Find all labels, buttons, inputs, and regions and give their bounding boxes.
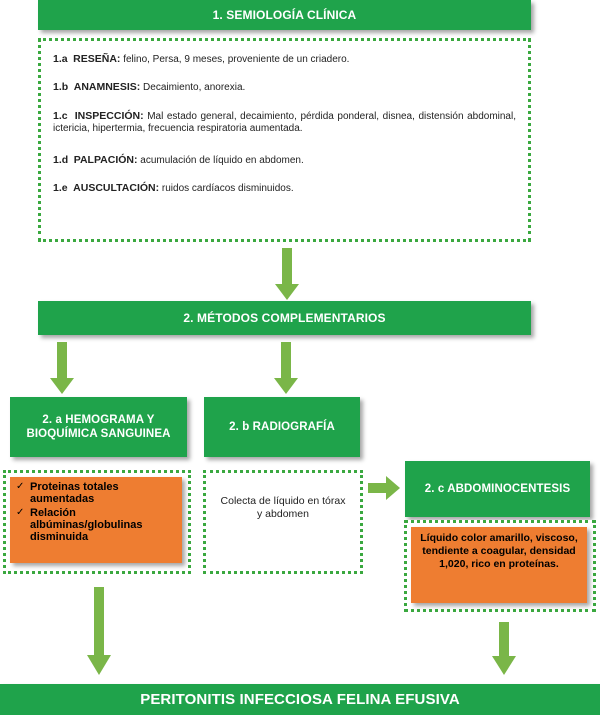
abdominocentesis-title: 2. c ABDOMINOCENTESIS <box>424 483 571 495</box>
finding-proteinas: ✓ Proteinas totales aumentadas <box>16 481 176 505</box>
radiografia-header <box>204 397 360 457</box>
radiografia-title: 2. b RADIOGRAFÍA <box>229 421 335 433</box>
finding-relacion: ✓ Relación albúminas/globulinas disminuida <box>16 507 176 543</box>
metodos-title: 2. MÉTODOS COMPLEMENTARIOS <box>183 311 386 325</box>
abdominocentesis-findings <box>411 527 587 603</box>
arrow-down-icon <box>492 622 516 675</box>
hemograma-header <box>10 397 187 457</box>
inspeccion-row: 1.c INSPECCIÓN: Mal estado general, decaimiento, pérdida ponderal, disnea, distensión abdominal, ictericia, hipertermia, frecuencia respiratoria aumentada. <box>53 110 516 134</box>
metodos-header <box>38 301 531 335</box>
arrow-down-icon <box>50 342 74 394</box>
palpacion-row: 1.d PALPACIÓN: acumulación de líquido en abdomen. <box>53 154 304 166</box>
hemograma-title: 2. a HEMOGRAMA Y BIOQUÍMICA SANGUINEA <box>26 414 171 440</box>
semiologia-box <box>38 38 531 242</box>
arrow-right-icon <box>368 476 400 500</box>
abdominocentesis-box <box>404 520 596 612</box>
abdominocentesis-finding: Líquido color amarillo, viscoso, tendiente a coagular, densidad 1,020, rico en proteínas. <box>420 532 578 570</box>
arrow-down-icon <box>87 587 111 675</box>
hemograma-findings <box>10 477 182 563</box>
semiologia-title: 1. SEMIOLOGÍA CLÍNICA <box>212 8 357 22</box>
resena-row: 1.a RESEÑA: felino, Persa, 9 meses, proveniente de un criadero. <box>53 53 350 65</box>
anamnesis-row: 1.b ANAMNESIS: Decaimiento, anorexia. <box>53 81 246 93</box>
radiografia-box <box>203 470 363 574</box>
arrow-down-icon <box>275 248 299 300</box>
hemograma-box <box>3 470 191 574</box>
semiologia-header <box>38 0 531 30</box>
arrow-down-icon <box>274 342 298 394</box>
auscultacion-row: 1.e AUSCULTACIÓN: ruidos cardíacos disminuidos. <box>53 182 294 194</box>
diagnosis-bar <box>0 684 600 715</box>
radiografia-finding: Colecta de líquido en tórax y abdomen <box>220 495 346 520</box>
diagnosis-title: PERITONITIS INFECCIOSA FELINA EFUSIVA <box>140 691 460 708</box>
abdominocentesis-header <box>405 461 590 517</box>
